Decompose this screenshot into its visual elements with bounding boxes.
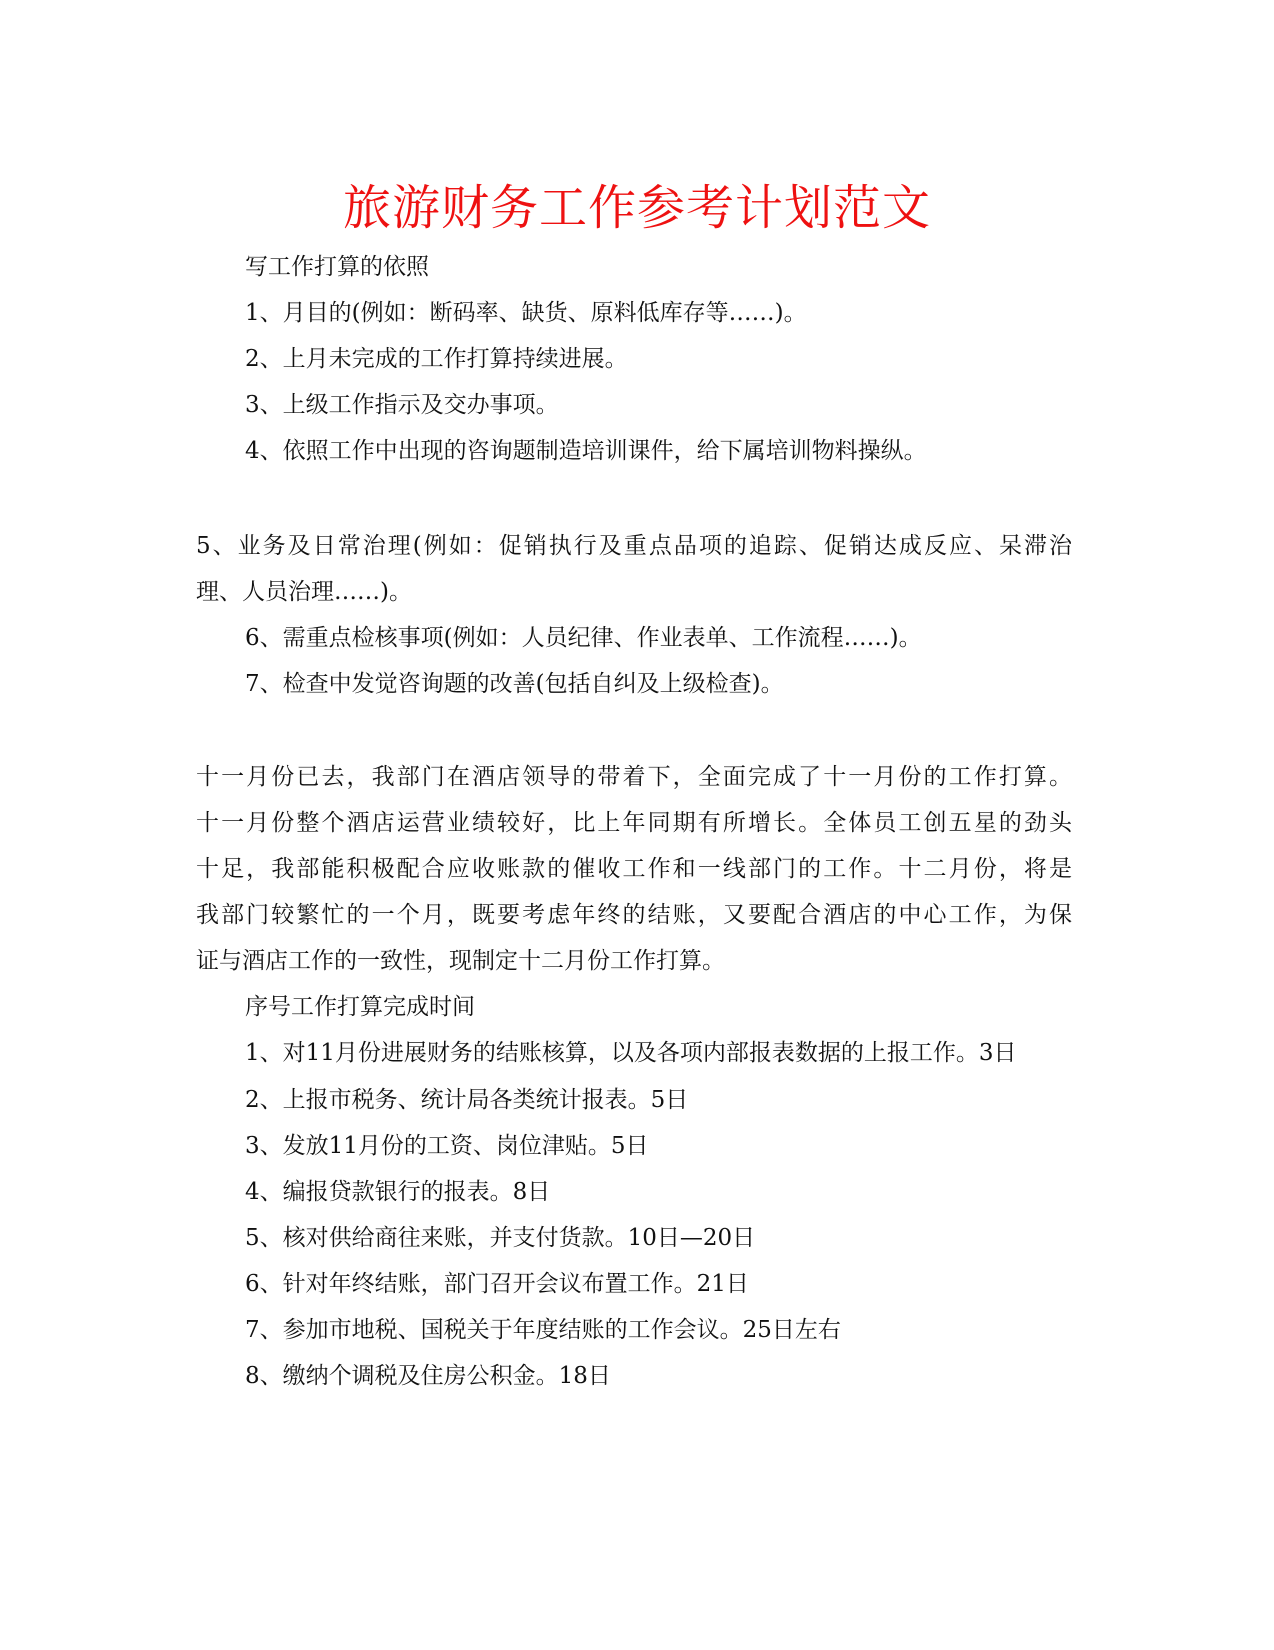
paragraph-line: 十一月份已去，我部门在酒店领导的带着下，全面完成了十一月份的工作打算。	[196, 764, 1072, 790]
paragraph-line: 我部门较繁忙的一个月，既要考虑年终的结账，又要配合酒店的中心工作，为保	[196, 902, 1072, 928]
paragraph-line: 十一月份整个酒店运营业绩较好，比上年同期有所增长。全体员工创五星的劲头	[196, 810, 1072, 836]
plan-item: 5、核对供给商往来账，并支付货款。10日—20日	[245, 1225, 756, 1251]
list-item-continuation: 理、人员治理……)。	[196, 579, 412, 605]
plan-item: 8、缴纳个调税及住房公积金。18日	[245, 1363, 611, 1389]
section-heading-basis: 写工作打算的依照	[245, 254, 429, 280]
paragraph-line: 十足，我部能积极配合应收账款的催收工作和一线部门的工作。十二月份，将是	[196, 856, 1072, 882]
list-item: 1、月目的(例如：断码率、缺货、原料低库存等……)。	[245, 300, 807, 326]
list-item: 2、上月未完成的工作打算持续进展。	[245, 346, 628, 372]
list-item: 4、依照工作中出现的咨询题制造培训课件，给下属培训物料操纵。	[245, 438, 927, 464]
plan-item: 4、编报贷款银行的报表。8日	[245, 1179, 551, 1205]
plan-item: 7、参加市地税、国税关于年度结账的工作会议。25日左右	[245, 1317, 841, 1343]
list-item: 3、上级工作指示及交办事项。	[245, 392, 559, 418]
table-header: 序号工作打算完成时间	[245, 994, 475, 1020]
list-item: 7、检查中发觉咨询题的改善(包括自纠及上级检查)。	[245, 671, 784, 697]
plan-item: 6、针对年终结账，部门召开会议布置工作。21日	[245, 1271, 749, 1297]
plan-item: 2、上报市税务、统计局各类统计报表。5日	[245, 1087, 689, 1113]
paragraph-line: 证与酒店工作的一致性，现制定十二月份工作打算。	[196, 948, 725, 974]
plan-item: 3、发放11月份的工资、岗位津贴。5日	[245, 1133, 649, 1159]
list-item: 5、业务及日常治理(例如：促销执行及重点品项的追踪、促销达成反应、呆滞治	[196, 533, 1072, 559]
document-title: 旅游财务工作参考计划范文	[342, 180, 931, 236]
plan-item: 1、对11月份进展财务的结账核算，以及各项内部报表数据的上报工作。3日	[245, 1040, 1017, 1066]
list-item: 6、需重点检核事项(例如：人员纪律、作业表单、工作流程……)。	[245, 625, 922, 651]
